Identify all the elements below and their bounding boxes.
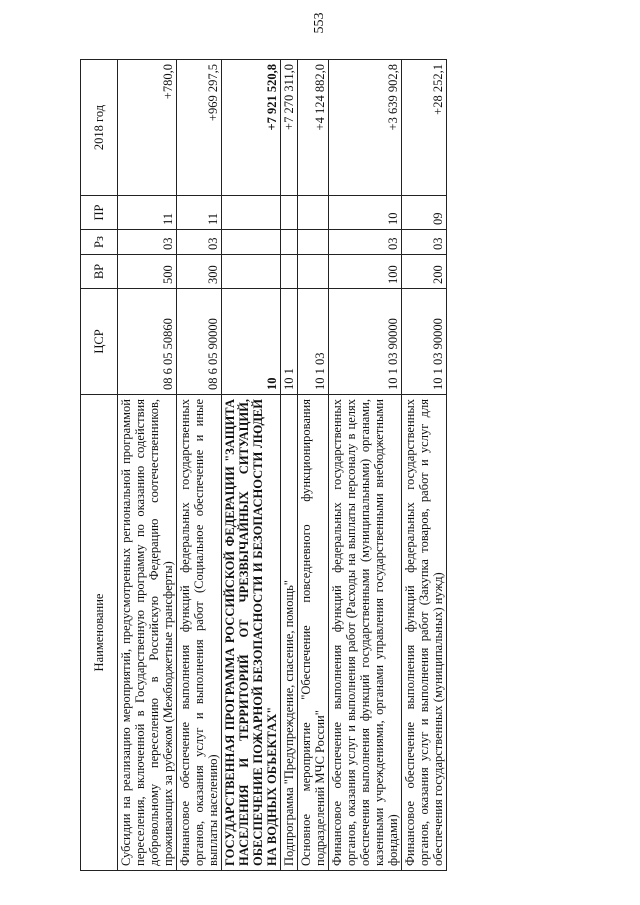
row-name: Подпрограмма "Предупреждение, спасение, помощь" [281, 395, 298, 871]
row-csr: 10 1 03 90000 [329, 289, 402, 395]
budget-table [80, 59, 447, 871]
row-vr: 500 [118, 255, 177, 289]
row-csr: 10 1 03 [298, 289, 329, 395]
row-vr: 200 [402, 255, 447, 289]
row-pr: 10 [329, 196, 402, 230]
rotated-page-content [80, 60, 627, 871]
row-rz: 03 [177, 230, 222, 255]
table-row [329, 60, 402, 871]
row-pr [298, 196, 329, 230]
row-value: +780,0 [118, 60, 177, 196]
row-name: Субсидии на реализацию мероприятий, предусмотренных региональной программой переселения, включенной в Государственную программу по оказанию содействия добровольному переселению в Российскую Федерацию соотечественников, проживающих за рубежом (Межбюджетные трансферты) [118, 395, 177, 871]
row-rz: 03 [118, 230, 177, 255]
row-rz [281, 230, 298, 255]
row-vr [222, 255, 281, 289]
row-rz: 03 [329, 230, 402, 255]
table-header-row [81, 60, 118, 871]
row-vr [298, 255, 329, 289]
row-value: +28 252,1 [402, 60, 447, 196]
row-pr [222, 196, 281, 230]
row-pr: 09 [402, 196, 447, 230]
row-name: Финансовое обеспечение выполнения функций федеральных государственных органов, оказания услуг и выполнения работ (Социальное обеспечение и иные выплаты населению) [177, 395, 222, 871]
row-rz [298, 230, 329, 255]
table-row [281, 60, 298, 871]
header-year: 2018 год [81, 60, 118, 196]
table-row [118, 60, 177, 871]
row-pr: 11 [118, 196, 177, 230]
row-value: +7 921 520,8 [222, 60, 281, 196]
row-name: Финансовое обеспечение выполнения функций федеральных государственных органов, оказания услуг и выполнения работ (Расходы на выплаты персоналу в целях обеспечения выполнения функций государственными (муниципальными) органами, казенными учреждениями, органами управления государственными внебюджетными фондами) [329, 395, 402, 871]
header-vr: ВР [81, 255, 118, 289]
row-name: Финансовое обеспечение выполнения функций федеральных государственных органов, оказания услуг и выполнения работ (Закупка товаров, работ и услуг для обеспечения государственных (муниципальных) нужд) [402, 395, 447, 871]
row-pr [281, 196, 298, 230]
row-csr: 10 1 [281, 289, 298, 395]
row-value: +4 124 882,0 [298, 60, 329, 196]
row-csr: 10 [222, 289, 281, 395]
header-rz: Рз [81, 230, 118, 255]
row-name: ГОСУДАРСТВЕННАЯ ПРОГРАММА РОССИЙСКОЙ ФЕДЕРАЦИИ "ЗАЩИТА НАСЕЛЕНИЯ И ТЕРРИТОРИЙ ОТ ЧРЕЗВЫЧАЙНЫХ СИТУАЦИЙ, ОБЕСПЕЧЕНИЕ ПОЖАРНОЙ БЕЗОПАСНОСТИ И БЕЗОПАСНОСТИ ЛЮДЕЙ НА ВОДНЫХ ОБЪЕКТАХ" [222, 395, 281, 871]
table-row [222, 60, 281, 871]
row-value: +7 270 311,0 [281, 60, 298, 196]
row-vr: 100 [329, 255, 402, 289]
row-csr: 08 6 05 90000 [177, 289, 222, 395]
table-row [298, 60, 329, 871]
row-pr: 11 [177, 196, 222, 230]
header-pr: ПР [81, 196, 118, 230]
table-row [177, 60, 222, 871]
header-name: Наименование [81, 395, 118, 871]
row-value: +969 297,5 [177, 60, 222, 196]
row-csr: 08 6 05 50860 [118, 289, 177, 395]
row-vr [281, 255, 298, 289]
row-value: +3 639 902,8 [329, 60, 402, 196]
row-rz: 03 [402, 230, 447, 255]
row-vr: 300 [177, 255, 222, 289]
header-csr: ЦСР [81, 289, 118, 395]
page-number: 553 [312, 12, 327, 34]
row-csr: 10 1 03 90000 [402, 289, 447, 395]
row-rz [222, 230, 281, 255]
row-name: Основное мероприятие "Обеспечение повседневного функционирования подразделений МЧС России" [298, 395, 329, 871]
table-row [402, 60, 447, 871]
